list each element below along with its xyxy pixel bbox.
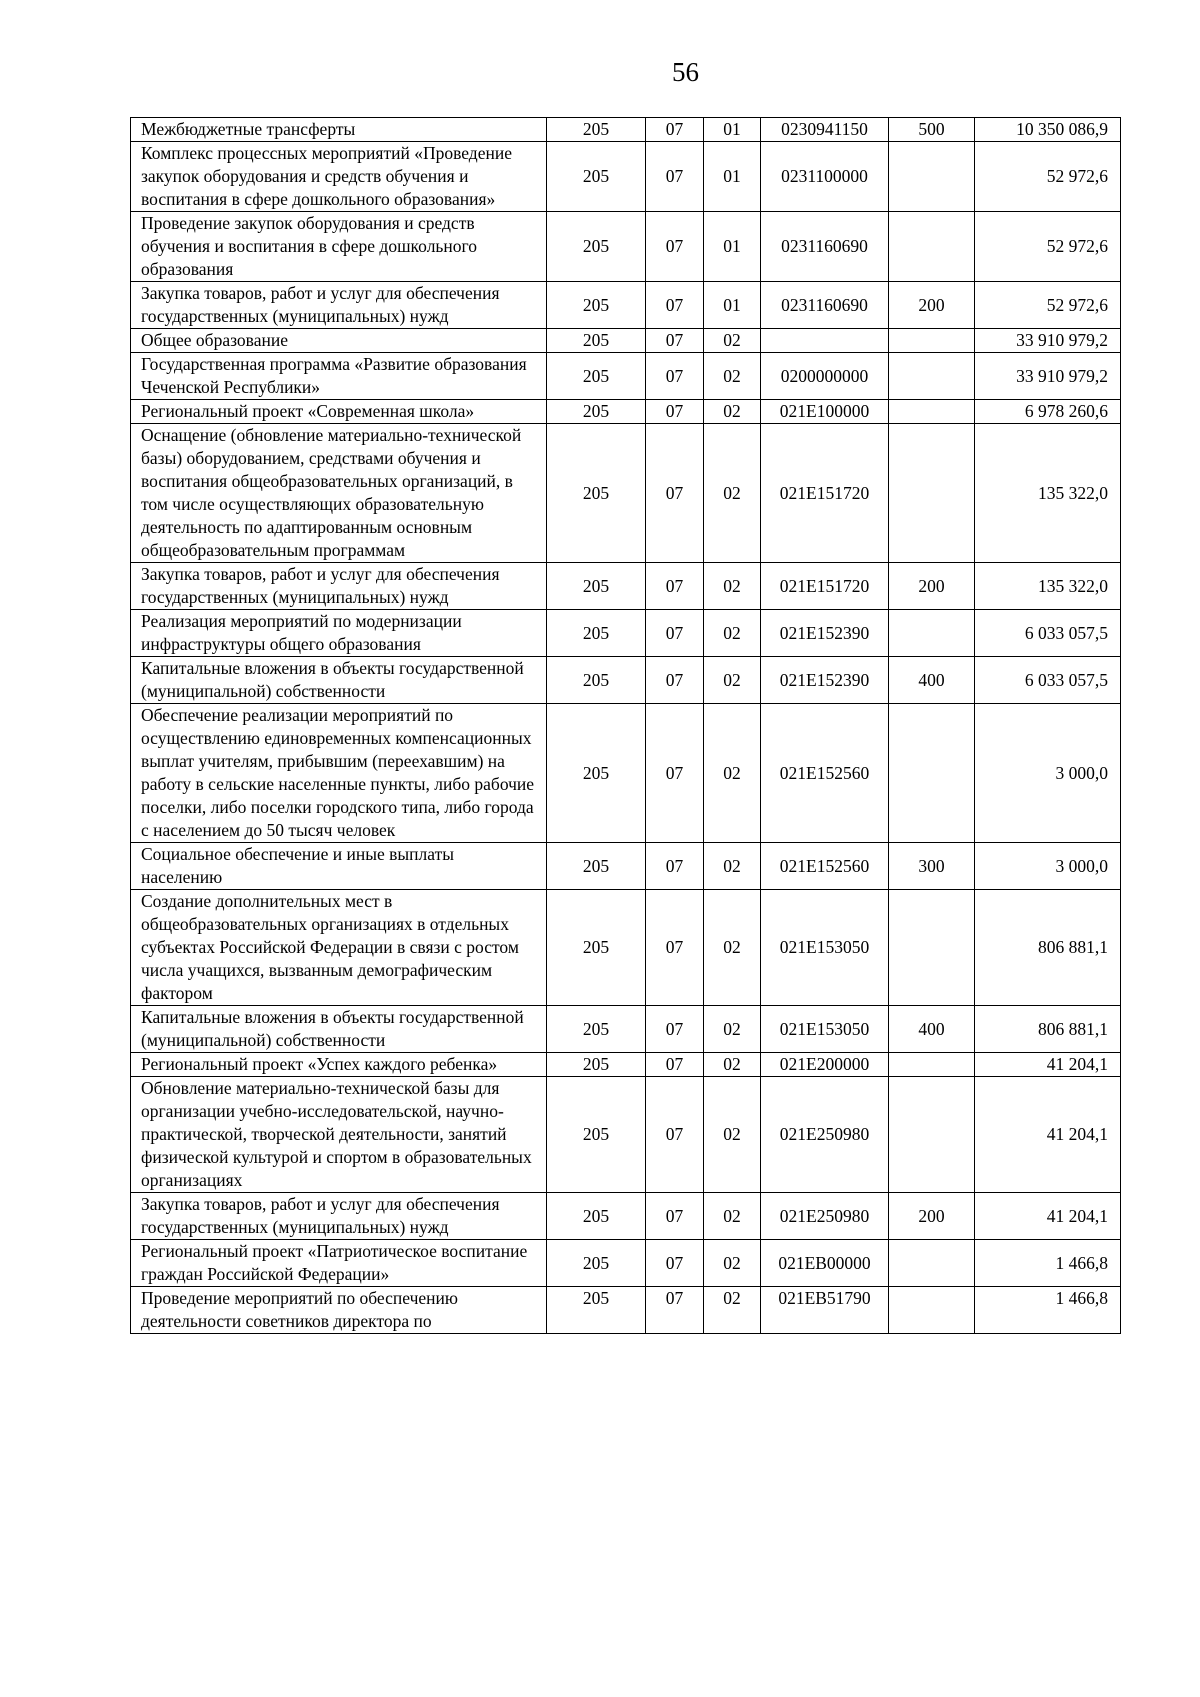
subsection-code-cell: 02 — [704, 353, 761, 400]
amount-cell: 806 881,1 — [975, 1006, 1121, 1053]
ministry-code-cell: 205 — [547, 142, 646, 212]
expense-type-cell: 400 — [889, 657, 975, 704]
amount-cell: 1 466,8 — [975, 1287, 1121, 1334]
table-row — [131, 704, 1121, 843]
row-name-cell: Реализация мероприятий по модернизации инфраструктуры общего образования — [131, 610, 547, 657]
amount-cell: 41 204,1 — [975, 1077, 1121, 1193]
table-row — [131, 282, 1121, 329]
section-code-cell: 07 — [646, 282, 704, 329]
target-article-cell: 021E250980 — [761, 1077, 889, 1193]
row-name-cell: Капитальные вложения в объекты государственной (муниципальной) собственности — [131, 657, 547, 704]
table-row — [131, 1006, 1121, 1053]
amount-cell: 52 972,6 — [975, 212, 1121, 282]
expense-type-cell — [889, 400, 975, 424]
section-code-cell: 07 — [646, 1077, 704, 1193]
section-code-cell: 07 — [646, 142, 704, 212]
amount-cell: 3 000,0 — [975, 704, 1121, 843]
amount-cell: 6 033 057,5 — [975, 657, 1121, 704]
expense-type-cell — [889, 890, 975, 1006]
subsection-code-cell: 02 — [704, 563, 761, 610]
section-code-cell: 07 — [646, 1240, 704, 1287]
amount-cell: 135 322,0 — [975, 424, 1121, 563]
row-name-cell: Проведение закупок оборудования и средств обучения и воспитания в сфере дошкольного образования — [131, 212, 547, 282]
section-code-cell: 07 — [646, 843, 704, 890]
table-row — [131, 890, 1121, 1006]
section-code-cell: 07 — [646, 1287, 704, 1334]
expense-type-cell — [889, 1077, 975, 1193]
ministry-code-cell: 205 — [547, 329, 646, 353]
target-article-cell: 0230941150 — [761, 118, 889, 142]
expense-type-cell — [889, 142, 975, 212]
expense-type-cell: 400 — [889, 1006, 975, 1053]
amount-cell: 135 322,0 — [975, 563, 1121, 610]
row-name-cell: Государственная программа «Развитие образования Чеченской Республики» — [131, 353, 547, 400]
subsection-code-cell: 02 — [704, 1240, 761, 1287]
section-code-cell: 07 — [646, 1006, 704, 1053]
target-article-cell: 021E152390 — [761, 657, 889, 704]
page-number: 56 — [672, 57, 699, 87]
ministry-code-cell: 205 — [547, 1193, 646, 1240]
budget-table — [130, 117, 1121, 1334]
expense-type-cell — [889, 1287, 975, 1334]
subsection-code-cell: 02 — [704, 890, 761, 1006]
target-article-cell: 021E153050 — [761, 1006, 889, 1053]
row-name-cell: Проведение мероприятий по обеспечению деятельности советников директора по — [131, 1287, 547, 1334]
table-row — [131, 118, 1121, 142]
section-code-cell: 07 — [646, 118, 704, 142]
target-article-cell: 021EB51790 — [761, 1287, 889, 1334]
amount-cell: 52 972,6 — [975, 142, 1121, 212]
subsection-code-cell: 02 — [704, 657, 761, 704]
table-row — [131, 563, 1121, 610]
ministry-code-cell: 205 — [547, 212, 646, 282]
ministry-code-cell: 205 — [547, 1077, 646, 1193]
subsection-code-cell: 02 — [704, 1193, 761, 1240]
ministry-code-cell: 205 — [547, 1240, 646, 1287]
ministry-code-cell: 205 — [547, 610, 646, 657]
expense-type-cell: 200 — [889, 563, 975, 610]
row-name-cell: Общее образование — [131, 329, 547, 353]
amount-cell: 3 000,0 — [975, 843, 1121, 890]
row-name-cell: Оснащение (обновление материально-технической базы) оборудованием, средствами обучения и воспитания общеобразовательных организаций, в том числе осуществляющих образовательную деятельность по адаптированным основным общеобразовательным программам — [131, 424, 547, 563]
target-article-cell: 021EB00000 — [761, 1240, 889, 1287]
amount-cell: 41 204,1 — [975, 1053, 1121, 1077]
ministry-code-cell: 205 — [547, 890, 646, 1006]
ministry-code-cell: 205 — [547, 563, 646, 610]
section-code-cell: 07 — [646, 329, 704, 353]
subsection-code-cell: 02 — [704, 1287, 761, 1334]
ministry-code-cell: 205 — [547, 843, 646, 890]
subsection-code-cell: 01 — [704, 212, 761, 282]
row-name-cell: Создание дополнительных мест в общеобразовательных организациях в отдельных субъектах Российской Федерации в связи с ростом числа учащихся, вызванным демографическим фактором — [131, 890, 547, 1006]
table-row — [131, 424, 1121, 563]
budget-table-body — [131, 118, 1121, 1334]
target-article-cell: 0231100000 — [761, 142, 889, 212]
ministry-code-cell: 205 — [547, 353, 646, 400]
row-name-cell: Комплекс процессных мероприятий «Проведение закупок оборудования и средств обучения и воспитания в сфере дошкольного образования» — [131, 142, 547, 212]
ministry-code-cell: 205 — [547, 1053, 646, 1077]
section-code-cell: 07 — [646, 1193, 704, 1240]
subsection-code-cell: 02 — [704, 610, 761, 657]
table-row — [131, 1287, 1121, 1334]
table-row — [131, 657, 1121, 704]
target-article-cell: 021E152560 — [761, 843, 889, 890]
section-code-cell: 07 — [646, 400, 704, 424]
expense-type-cell — [889, 424, 975, 563]
subsection-code-cell: 02 — [704, 843, 761, 890]
row-name-cell: Социальное обеспечение и иные выплаты населению — [131, 843, 547, 890]
expense-type-cell — [889, 704, 975, 843]
table-row — [131, 400, 1121, 424]
subsection-code-cell: 02 — [704, 1006, 761, 1053]
row-name-cell: Региональный проект «Успех каждого ребенка» — [131, 1053, 547, 1077]
target-article-cell: 021E152390 — [761, 610, 889, 657]
section-code-cell: 07 — [646, 353, 704, 400]
subsection-code-cell: 02 — [704, 424, 761, 563]
row-name-cell: Обновление материально-технической базы для организации учебно-исследовательской, научно-практической, творческой деятельности, занятий физической культурой и спортом в образовательных организациях — [131, 1077, 547, 1193]
subsection-code-cell: 01 — [704, 118, 761, 142]
row-name-cell: Закупка товаров, работ и услуг для обеспечения государственных (муниципальных) нужд — [131, 563, 547, 610]
ministry-code-cell: 205 — [547, 704, 646, 843]
row-name-cell: Обеспечение реализации мероприятий по осуществлению единовременных компенсационных выплат учителям, прибывшим (переехавшим) на работу в сельские населенные пункты, либо рабочие поселки, либо поселки городского типа, либо города с населением до 50 тысяч человек — [131, 704, 547, 843]
table-row — [131, 329, 1121, 353]
amount-cell: 52 972,6 — [975, 282, 1121, 329]
target-article-cell: 021E151720 — [761, 563, 889, 610]
ministry-code-cell: 205 — [547, 657, 646, 704]
table-row — [131, 843, 1121, 890]
amount-cell: 10 350 086,9 — [975, 118, 1121, 142]
table-row — [131, 1077, 1121, 1193]
table-row — [131, 142, 1121, 212]
amount-cell: 806 881,1 — [975, 890, 1121, 1006]
expense-type-cell — [889, 1240, 975, 1287]
section-code-cell: 07 — [646, 657, 704, 704]
section-code-cell: 07 — [646, 704, 704, 843]
row-name-cell: Закупка товаров, работ и услуг для обеспечения государственных (муниципальных) нужд — [131, 1193, 547, 1240]
subsection-code-cell: 02 — [704, 1053, 761, 1077]
target-article-cell: 021E100000 — [761, 400, 889, 424]
target-article-cell: 0200000000 — [761, 353, 889, 400]
amount-cell: 33 910 979,2 — [975, 329, 1121, 353]
amount-cell: 6 978 260,6 — [975, 400, 1121, 424]
target-article-cell: 021E250980 — [761, 1193, 889, 1240]
expense-type-cell: 200 — [889, 282, 975, 329]
subsection-code-cell: 01 — [704, 282, 761, 329]
expense-type-cell: 300 — [889, 843, 975, 890]
ministry-code-cell: 205 — [547, 282, 646, 329]
ministry-code-cell: 205 — [547, 1287, 646, 1334]
target-article-cell: 021E152560 — [761, 704, 889, 843]
row-name-cell: Капитальные вложения в объекты государственной (муниципальной) собственности — [131, 1006, 547, 1053]
expense-type-cell — [889, 212, 975, 282]
expense-type-cell — [889, 329, 975, 353]
expense-type-cell — [889, 353, 975, 400]
section-code-cell: 07 — [646, 610, 704, 657]
expense-type-cell — [889, 1053, 975, 1077]
amount-cell: 1 466,8 — [975, 1240, 1121, 1287]
target-article-cell: 0231160690 — [761, 282, 889, 329]
amount-cell: 41 204,1 — [975, 1193, 1121, 1240]
row-name-cell: Межбюджетные трансферты — [131, 118, 547, 142]
subsection-code-cell: 02 — [704, 1077, 761, 1193]
amount-cell: 6 033 057,5 — [975, 610, 1121, 657]
section-code-cell: 07 — [646, 563, 704, 610]
section-code-cell: 07 — [646, 212, 704, 282]
ministry-code-cell: 205 — [547, 118, 646, 142]
table-row — [131, 1240, 1121, 1287]
target-article-cell: 0231160690 — [761, 212, 889, 282]
amount-cell: 33 910 979,2 — [975, 353, 1121, 400]
subsection-code-cell: 02 — [704, 400, 761, 424]
subsection-code-cell: 01 — [704, 142, 761, 212]
table-row — [131, 1053, 1121, 1077]
table-row — [131, 353, 1121, 400]
table-row — [131, 212, 1121, 282]
target-article-cell: 021E151720 — [761, 424, 889, 563]
target-article-cell — [761, 329, 889, 353]
subsection-code-cell: 02 — [704, 704, 761, 843]
row-name-cell: Региональный проект «Патриотическое воспитание граждан Российской Федерации» — [131, 1240, 547, 1287]
expense-type-cell — [889, 610, 975, 657]
table-row — [131, 610, 1121, 657]
table-row — [131, 1193, 1121, 1240]
ministry-code-cell: 205 — [547, 424, 646, 563]
section-code-cell: 07 — [646, 1053, 704, 1077]
subsection-code-cell: 02 — [704, 329, 761, 353]
expense-type-cell: 200 — [889, 1193, 975, 1240]
ministry-code-cell: 205 — [547, 1006, 646, 1053]
section-code-cell: 07 — [646, 424, 704, 563]
section-code-cell: 07 — [646, 890, 704, 1006]
row-name-cell: Региональный проект «Современная школа» — [131, 400, 547, 424]
target-article-cell: 021E153050 — [761, 890, 889, 1006]
row-name-cell: Закупка товаров, работ и услуг для обеспечения государственных (муниципальных) нужд — [131, 282, 547, 329]
expense-type-cell: 500 — [889, 118, 975, 142]
target-article-cell: 021E200000 — [761, 1053, 889, 1077]
ministry-code-cell: 205 — [547, 400, 646, 424]
